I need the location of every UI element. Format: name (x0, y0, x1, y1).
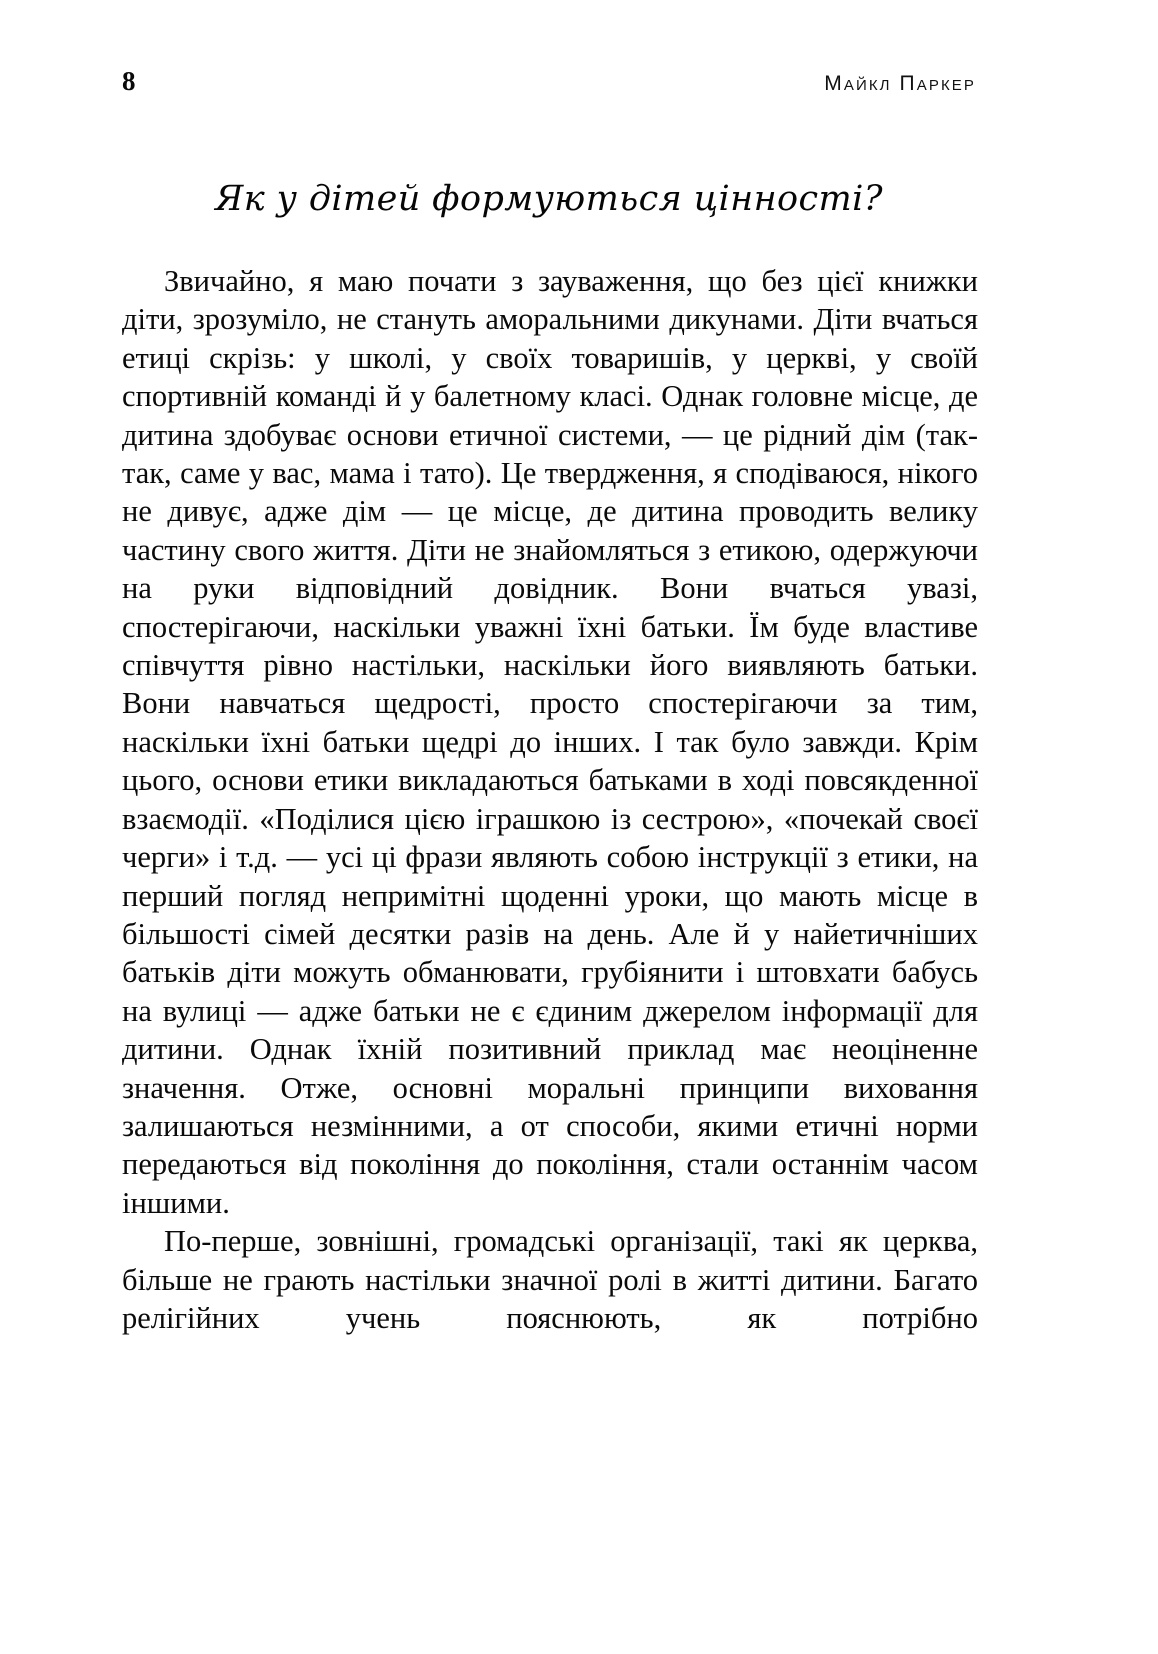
running-head-author: Майкл Паркер (824, 72, 976, 95)
body-text (122, 262, 978, 1376)
section-heading: Як у дітей формуються цінності? (215, 179, 883, 219)
paragraph: Звичайно, я маю почати з зауваження, що без цієї книжки діти, зрозуміло, не стануть аморальними дикунами. Діти вчаться етиці скрізь: у школі, у своїх товаришів, у церкві, у своїй спортивній команді й у балетному класі. Однак головне місце, де дитина здобуває основи етичної системи, — це рідний дім (так-так, саме у вас, мама і тато). Це твердження, я сподіваюся, нікого не дивує, адже дім — це місце, де дитина проводить велику частину свого життя. Діти не знайомляться з етикою, одержуючи на руки відповідний довідник. Вони вчаться увазі, спостерігаючи, наскільки уважні їхні батьки. Їм буде властиве співчуття рівно настільки, наскільки його виявляють батьки. Вони навчаться щедрості, просто спостерігаючи за тим, наскільки їхні батьки щедрі до інших. І так було завжди. Крім цього, основи етики викладаються батьками в ході повсякденної взаємодії. «Поділися цією іграшкою із сестрою», «почекай своєї черги» і т.д. — усі ці фрази являють собою інструкції з етики, на перший погляд непримітні щоденні уроки, що мають місце в більшості сімей десятки разів на день. Але й у найетичніших батьків діти можуть обманювати, грубіянити і штовхати бабусь на вулиці — адже батьки не є єдиним джерелом інформації для дитини. Однак їхній позитивний приклад має неоціненне значення. Отже, основні моральні принципи виховання залишаються незмінними, а от способи, якими етичні норми передаються від покоління до покоління, стали останнім часом іншими. (122, 264, 978, 1220)
paragraph: По-перше, зовнішні, громадські організації, такі як церква, більше не грають настільки значної ролі в житті дитини. Багато релігійних учень пояснюють, як потрібно (122, 1224, 978, 1335)
page-number: 8 (122, 66, 136, 96)
running-head (122, 68, 976, 102)
